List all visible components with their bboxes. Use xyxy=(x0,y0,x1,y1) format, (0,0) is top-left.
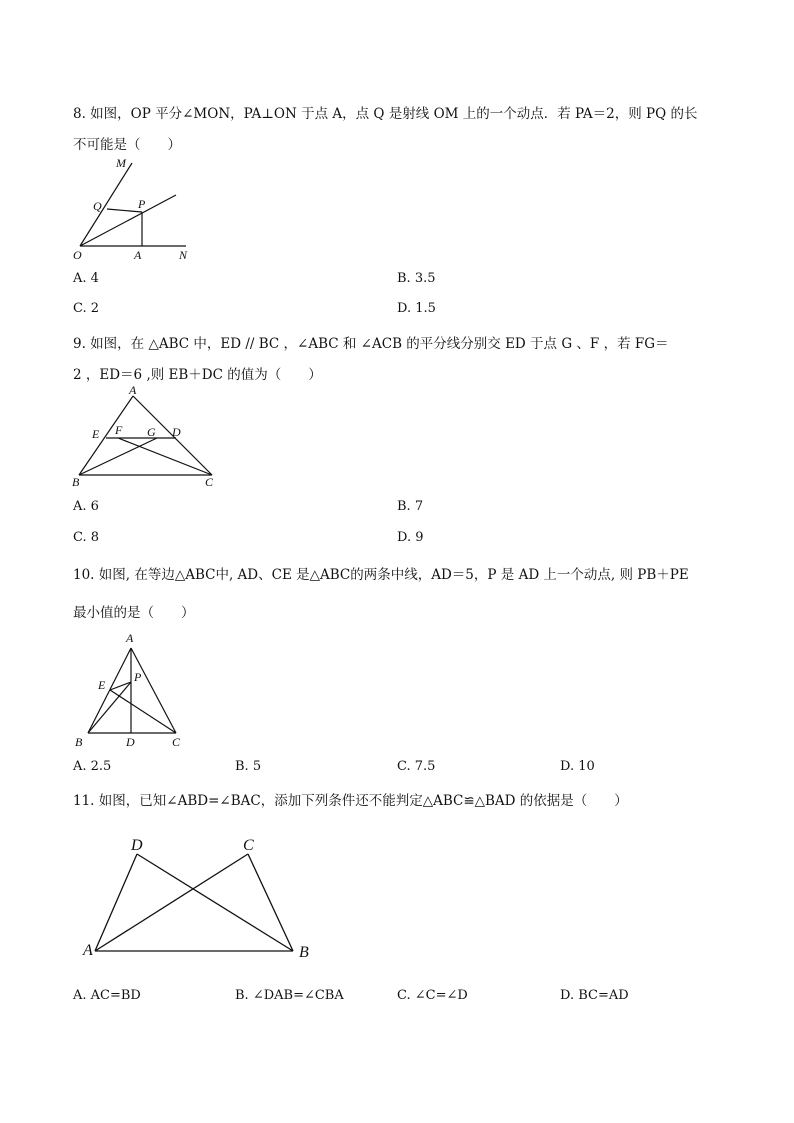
q10-label-c: C xyxy=(172,735,181,749)
q10-label-d: D xyxy=(126,735,135,749)
q11-label-a: A xyxy=(83,942,93,959)
q8-option-b[interactable]: B. 3.5 xyxy=(397,271,436,286)
q9-label-b: B xyxy=(72,475,80,489)
q9-label-a: A xyxy=(129,383,137,397)
q9-stem-line1: 9. 如图，在 △ABC 中，ED // BC ，∠ABC 和 ∠ACB 的平分线分别交 ED 于点 G 、F ，若 FG＝ xyxy=(73,336,669,352)
q11-stem-line1: 11. 如图，已知∠ABD=∠BAC，添加下列条件还不能判定△ABC≌△BAD 的依据是（ ） xyxy=(73,793,628,809)
q9-label-d: D xyxy=(172,425,181,439)
q11-label-c: C xyxy=(243,837,254,854)
q8-stem-line1: 8. 如图，OP 平分∠MON，PA⊥ON 于点 A，点 Q 是射线 OM 上的一个动点．若 PA＝2，则 PQ 的长 xyxy=(73,106,698,122)
q8-label-p: P xyxy=(138,197,146,211)
q10-median-ce xyxy=(110,690,176,733)
q11-segment-db xyxy=(137,854,293,951)
q9-option-a[interactable]: A. 6 xyxy=(73,499,99,514)
q10-option-b[interactable]: B. 5 xyxy=(235,759,262,774)
q11-segment-ac xyxy=(95,854,248,951)
q11-label-d: D xyxy=(131,837,143,854)
q9-label-g: G xyxy=(147,425,156,439)
q8-label-q: Q xyxy=(93,199,102,213)
q8-label-a: A xyxy=(134,248,142,262)
q9-bisector-bg xyxy=(79,438,157,475)
q8-label-o: O xyxy=(73,248,82,262)
q8-figure xyxy=(70,155,200,265)
q8-option-a[interactable]: A. 4 xyxy=(73,271,99,286)
q9-option-d[interactable]: D. 9 xyxy=(397,530,424,545)
q11-label-b: B xyxy=(299,944,309,961)
q8-stem-line2: 不可能是（ ） xyxy=(73,137,181,153)
q11-segment-ad xyxy=(95,854,137,951)
q10-side-ac xyxy=(131,648,176,733)
q10-stem-line1: 10. 如图, 在等边△ABC中, AD、CE 是△ABC的两条中线，AD＝5，P 是 AD 上一个动点, 则 PB＋PE xyxy=(73,567,689,583)
q8-option-d[interactable]: D. 1.5 xyxy=(397,301,436,316)
q10-stem-line2: 最小值的是（ ） xyxy=(73,605,195,621)
q10-label-e: E xyxy=(98,678,106,692)
q8-option-c[interactable]: C. 2 xyxy=(73,301,100,316)
q9-option-c[interactable]: C. 8 xyxy=(73,530,100,545)
q9-figure xyxy=(70,383,230,493)
q10-figure xyxy=(70,628,200,753)
q9-label-f: F xyxy=(115,423,123,437)
q11-option-b[interactable]: B. ∠DAB=∠CBA xyxy=(235,988,344,1003)
q10-label-p: P xyxy=(134,670,142,684)
q9-label-c: C xyxy=(205,475,214,489)
q8-label-m: M xyxy=(116,156,126,170)
q10-label-b: B xyxy=(75,735,83,749)
q9-option-b[interactable]: B. 7 xyxy=(397,499,424,514)
q10-label-a: A xyxy=(126,631,134,645)
q8-segment-pq xyxy=(107,209,142,212)
q8-ray-om xyxy=(80,163,132,246)
q8-label-n: N xyxy=(179,248,188,262)
q10-option-a[interactable]: A. 2.5 xyxy=(73,759,112,774)
q9-stem-line2: 2 ，ED＝6 ,则 EB＋DC 的值为（ ） xyxy=(73,367,322,383)
q11-option-d[interactable]: D. BC=AD xyxy=(560,988,629,1003)
q10-option-c[interactable]: C. 7.5 xyxy=(397,759,436,774)
q11-option-a[interactable]: A. AC=BD xyxy=(73,988,141,1003)
q10-option-d[interactable]: D. 10 xyxy=(560,759,595,774)
q11-option-c[interactable]: C. ∠C=∠D xyxy=(397,988,468,1003)
q9-label-e: E xyxy=(92,427,100,441)
q9-bisector-cf xyxy=(118,438,212,475)
q11-figure xyxy=(80,832,320,967)
q9-side-ab xyxy=(79,396,133,475)
